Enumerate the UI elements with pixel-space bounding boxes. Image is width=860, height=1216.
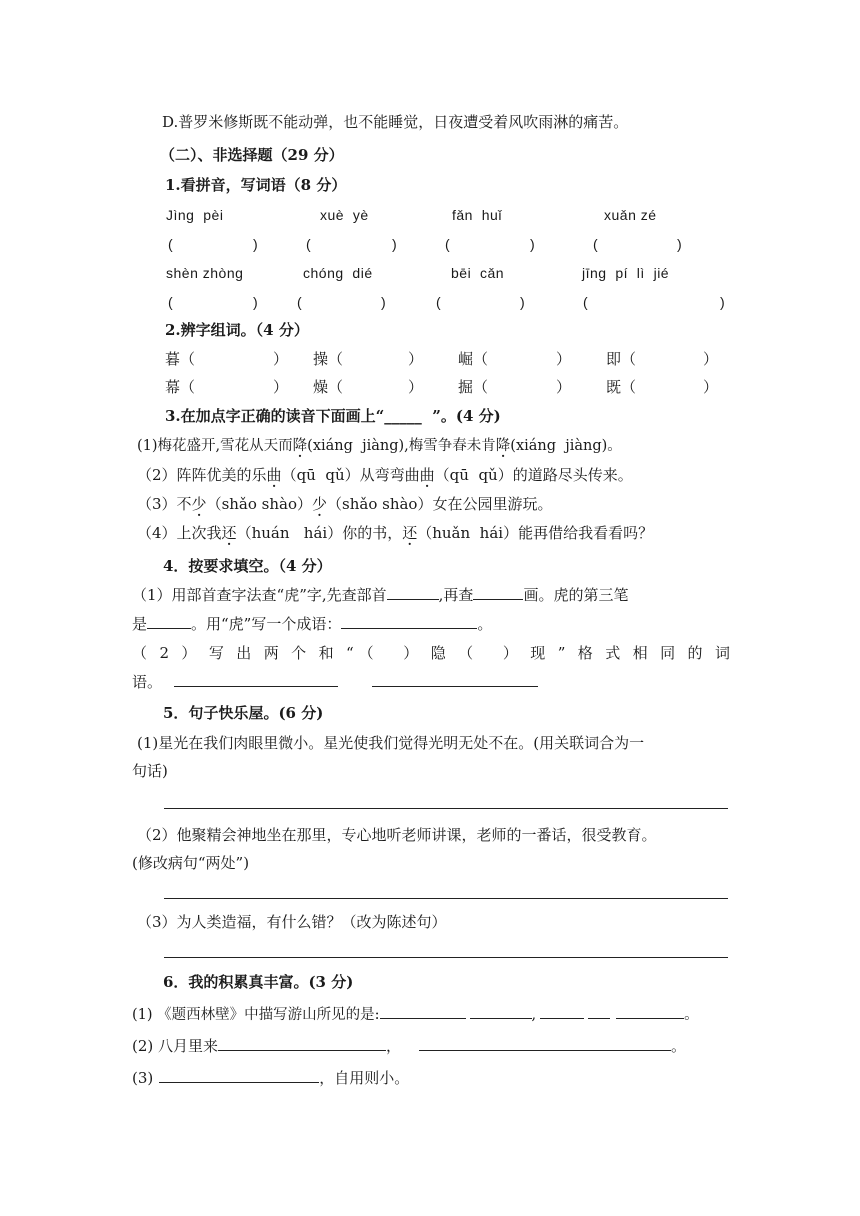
q5-item-1-line-2: 句话) bbox=[132, 762, 168, 780]
answer-blank-close: ) bbox=[381, 294, 387, 310]
question-6-title: 6．我的积累真丰富。(3 分) bbox=[163, 973, 354, 991]
fill-blank bbox=[147, 614, 191, 629]
q5-item-3: （3）为人类造福，有什么错？（改为陈述句） bbox=[137, 913, 447, 931]
option-d: D.普罗米修斯既不能动弹，也不能睡觉，日夜遭受着风吹雨淋的痛苦。 bbox=[162, 113, 629, 131]
char-item: 暮（ bbox=[165, 350, 196, 368]
pinyin-5: shèn zhòng bbox=[166, 265, 244, 281]
pinyin-3: fǎn huǐ bbox=[452, 207, 502, 223]
answer-blank-open: ( bbox=[297, 294, 303, 310]
question-4-title: 4．按要求填空。（4 分） bbox=[163, 557, 332, 575]
dotted-char: 还 bbox=[402, 524, 418, 542]
pinyin-2: xuè yè bbox=[320, 207, 369, 223]
fill-blank bbox=[473, 585, 523, 600]
q6-item-2: (2) 八月里来 ， 。 bbox=[132, 1037, 687, 1055]
dotted-char: 还 bbox=[221, 524, 237, 542]
fill-blank bbox=[387, 585, 439, 600]
answer-line bbox=[164, 898, 728, 899]
char-close: ） bbox=[703, 350, 719, 368]
answer-blank-open: ( bbox=[445, 236, 451, 252]
q3-sentence-1: (1)梅花盛开,雪花从天而降(xiáng jiàng),梅雪争春未肯降(xiáng jiàng)。 bbox=[137, 438, 622, 454]
pinyin-6: chóng dié bbox=[303, 265, 373, 281]
q4-item-1-line-1: （1）用部首查字法查“虎”字,先查部首 ,再查 画。虎的第三笔 bbox=[132, 586, 629, 604]
q3-sentence-3: （3）不少（shǎo shào）少（shǎo shào）女在公园里游玩。 bbox=[137, 495, 553, 513]
dotted-char: 曲 bbox=[419, 466, 435, 484]
question-1-title: 1.看拼音，写词语（8 分） bbox=[165, 176, 347, 194]
question-2-title: 2.辨字组词。（4 分） bbox=[165, 321, 309, 339]
char-close: ） bbox=[703, 378, 719, 396]
fill-blank bbox=[540, 1004, 584, 1019]
pinyin-4: xuǎn zé bbox=[604, 207, 657, 223]
dotted-char: 少 bbox=[312, 495, 328, 513]
char-close: ） bbox=[556, 378, 572, 396]
char-close: ） bbox=[556, 350, 572, 368]
answer-blank-open: ( bbox=[168, 294, 174, 310]
q3-sentence-4: （4）上次我还（huán hái）你的书，还（huǎn hái）能再借给我看看吗？ bbox=[137, 524, 654, 542]
char-close: ） bbox=[273, 378, 289, 396]
fill-blank bbox=[159, 1068, 319, 1083]
answer-blank-open: ( bbox=[593, 236, 599, 252]
answer-blank-close: ) bbox=[520, 294, 526, 310]
answer-blank-open: ( bbox=[436, 294, 442, 310]
answer-blank-close: ) bbox=[392, 236, 398, 252]
char-item: 既（ bbox=[606, 378, 637, 396]
char-item: 崛（ bbox=[458, 350, 489, 368]
fill-blank bbox=[218, 1036, 386, 1051]
char-close: ） bbox=[408, 350, 424, 368]
answer-blank-open: ( bbox=[168, 236, 174, 252]
answer-line bbox=[164, 957, 728, 958]
fill-blank bbox=[174, 686, 338, 687]
q4-item-1-line-2: 是 。用“虎”写一个成语： 。 bbox=[132, 615, 493, 633]
dotted-char: 降 bbox=[495, 438, 511, 454]
dotted-char: 降 bbox=[292, 438, 308, 454]
q6-item-3: (3) ，自用则小。 bbox=[132, 1069, 410, 1087]
q5-item-2-line-1: （2）他聚精会神地坐在那里，专心地听老师讲课，老师的一番话，很受教育。 bbox=[137, 826, 657, 844]
fill-blank bbox=[419, 1036, 671, 1051]
q3-sentence-2: （2）阵阵优美的乐曲（qū qǔ）从弯弯曲曲（qū qǔ）的道路尽头传来。 bbox=[137, 466, 633, 484]
dotted-char: 少 bbox=[191, 495, 207, 513]
q4-item-2-line-2: 语。 bbox=[132, 673, 163, 691]
char-item: 操（ bbox=[313, 350, 344, 368]
pinyin-8: jīng pí lì jié bbox=[582, 265, 670, 281]
answer-blank-close: ) bbox=[530, 236, 536, 252]
q4-item-2-line-1: （2）写出两个和“（ ）隐（ ）现”格式相同的词 bbox=[132, 644, 730, 662]
answer-blank-close: ) bbox=[720, 294, 726, 310]
char-item: 掘（ bbox=[458, 378, 489, 396]
answer-blank-close: ) bbox=[253, 294, 259, 310]
answer-blank-open: ( bbox=[583, 294, 589, 310]
char-item: 即（ bbox=[606, 350, 637, 368]
question-3-title: 3.在加点字正确的读音下面画上“_____ ”。(4 分) bbox=[165, 407, 501, 425]
q5-item-1-line-1: (1)星光在我们肉眼里微小。星光使我们觉得光明无处不在。(用关联词合为一 bbox=[137, 734, 645, 752]
answer-blank-close: ) bbox=[677, 236, 683, 252]
fill-blank bbox=[372, 686, 538, 687]
q6-item-1: (1) 《题西林壁》中描写游山所见的是: , 。 bbox=[132, 1004, 699, 1025]
question-5-title: 5．句子快乐屋。(6 分) bbox=[163, 704, 324, 722]
pinyin-1: Jìng pèi bbox=[166, 207, 224, 223]
fill-blank bbox=[616, 1004, 684, 1019]
dotted-char: 曲 bbox=[266, 466, 282, 484]
fill-blank bbox=[380, 1004, 466, 1019]
answer-blank-open: ( bbox=[306, 236, 312, 252]
char-close: ） bbox=[273, 350, 289, 368]
answer-blank-close: ) bbox=[253, 236, 259, 252]
q5-item-2-line-2: (修改病句“两处”) bbox=[132, 854, 250, 872]
fill-blank bbox=[588, 1004, 610, 1019]
pinyin-7: bēi cǎn bbox=[451, 265, 505, 281]
section-heading: （二）、非选择题（29 分） bbox=[160, 146, 344, 164]
fill-blank bbox=[341, 614, 477, 629]
answer-line bbox=[164, 808, 728, 809]
char-item: 幕（ bbox=[165, 378, 196, 396]
fill-blank bbox=[470, 1004, 532, 1019]
char-close: ） bbox=[408, 378, 424, 396]
char-item: 燥（ bbox=[313, 378, 344, 396]
